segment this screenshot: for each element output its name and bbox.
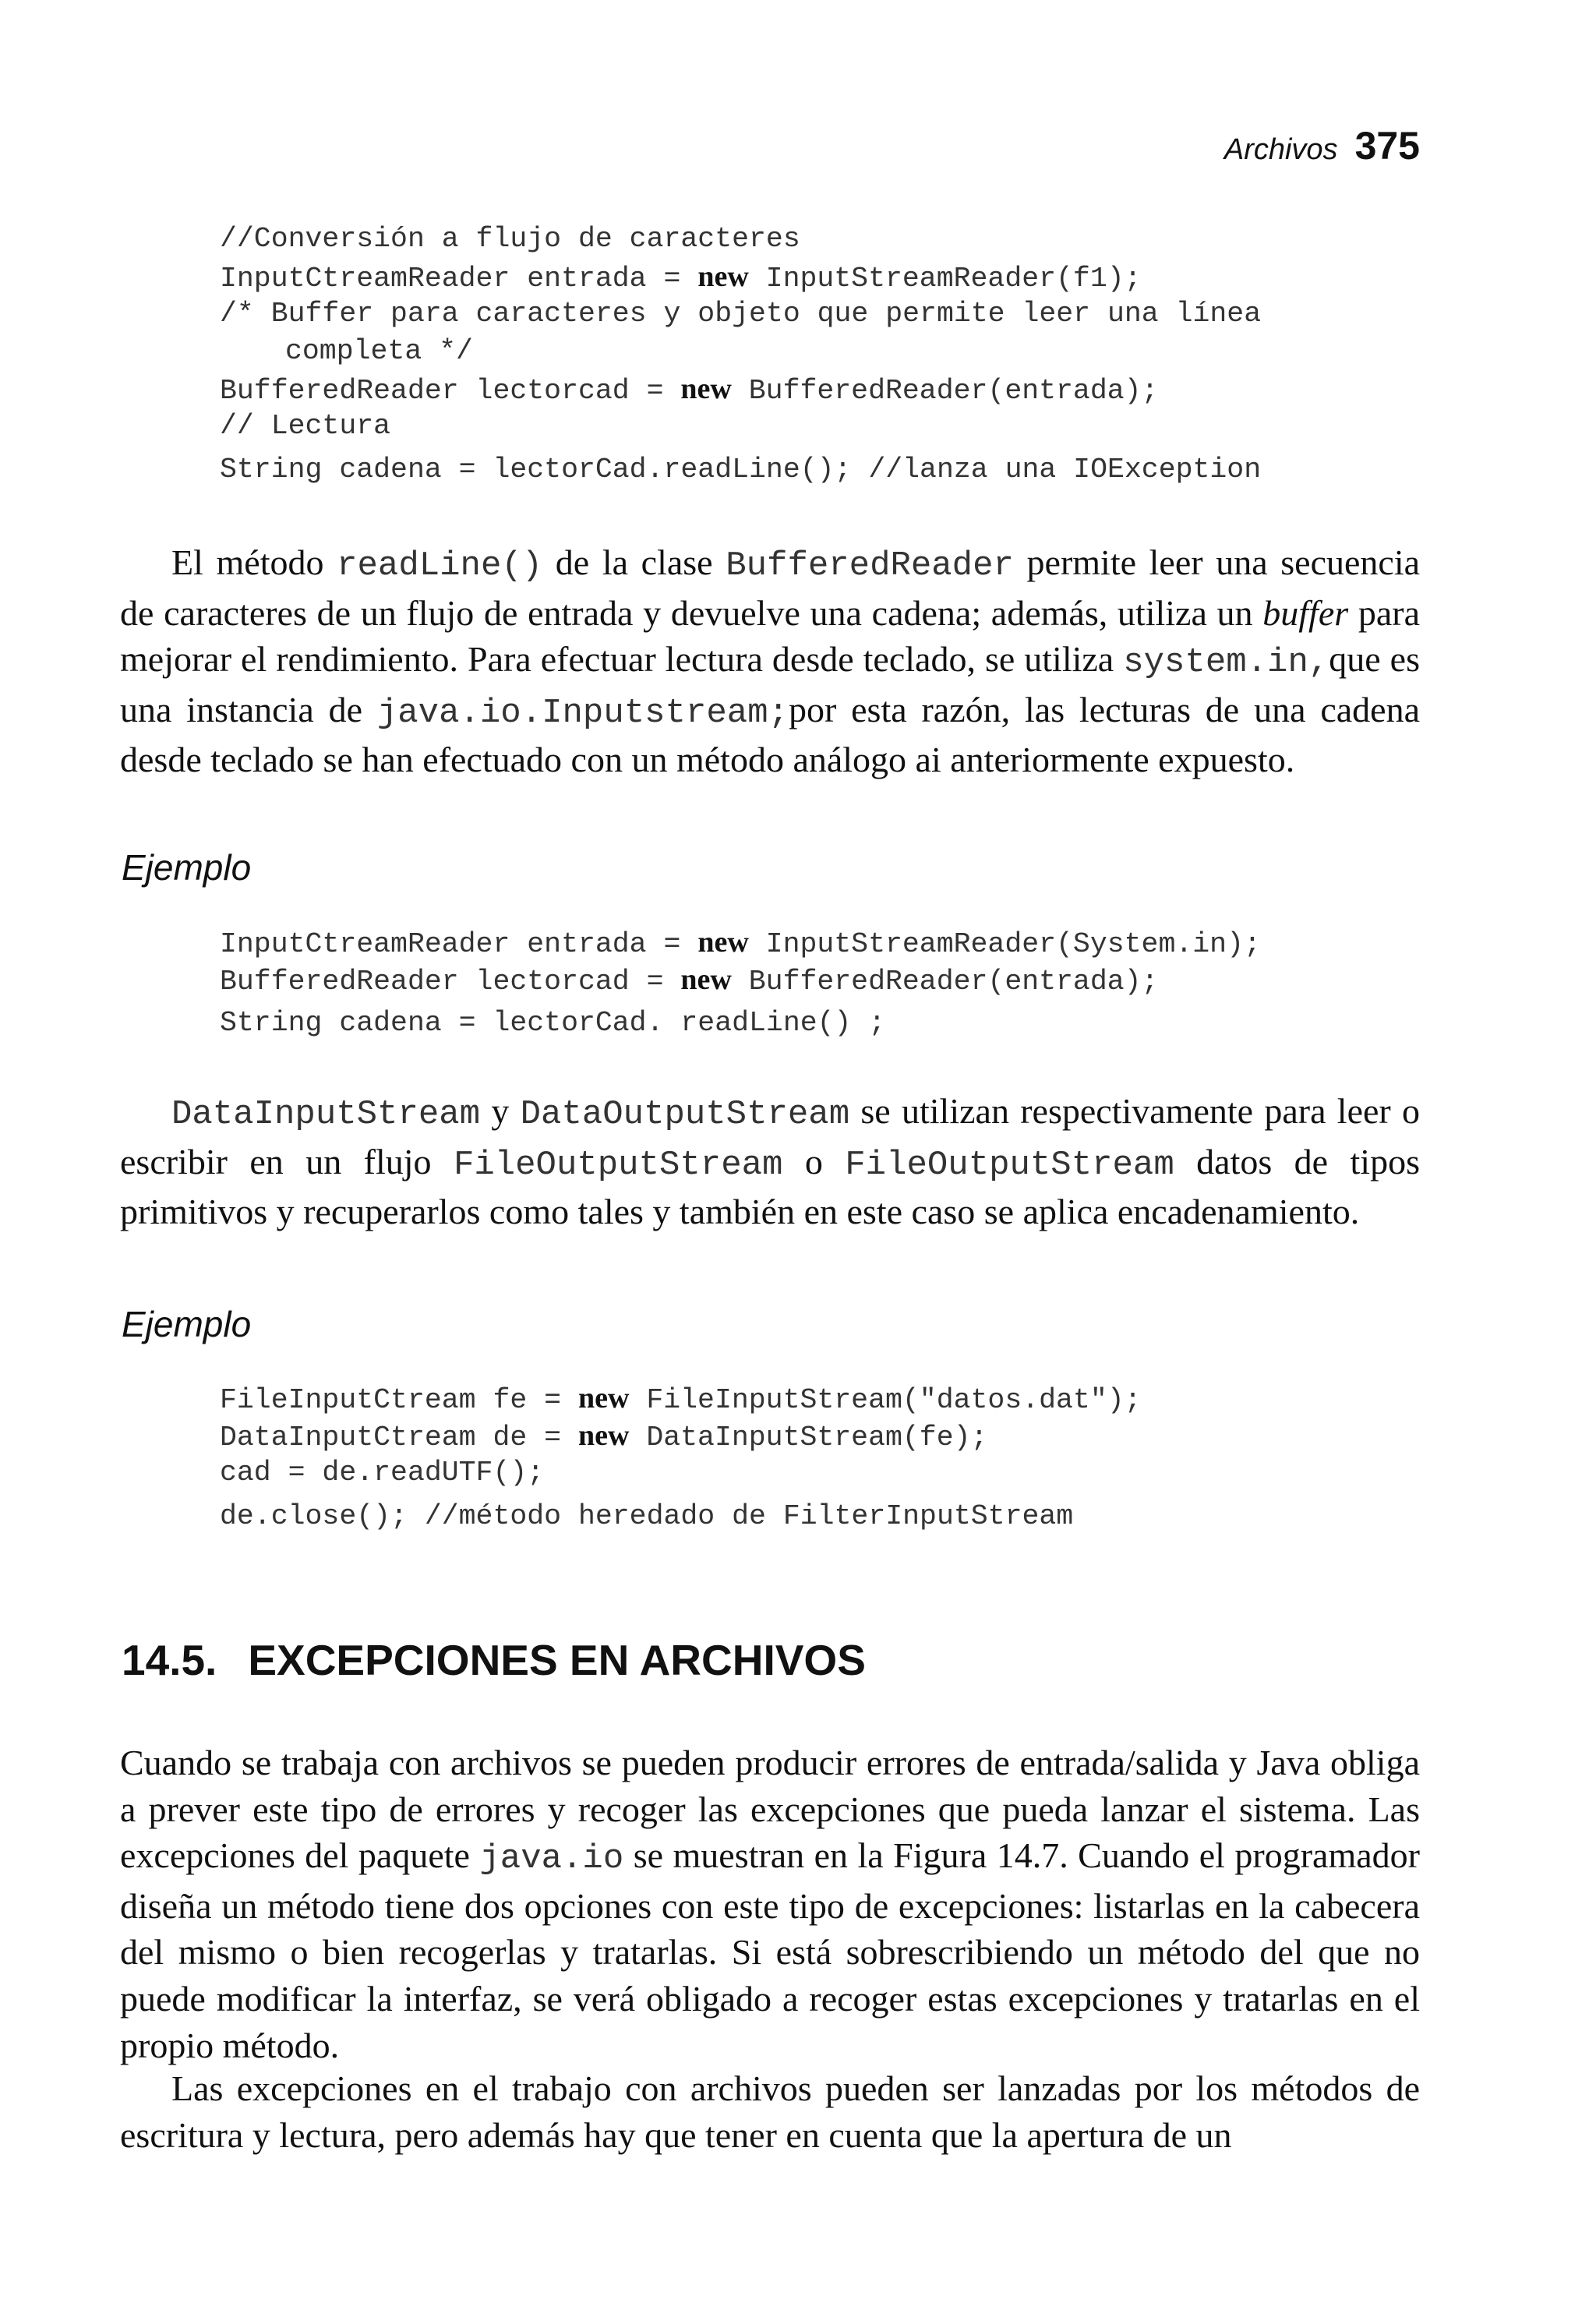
inline-code: BufferedReader <box>726 546 1014 585</box>
section-title: EXCEPCIONES EN ARCHIVOS <box>248 1636 866 1684</box>
code-keyword: new <box>697 926 749 959</box>
inline-code: FileOutputStream <box>453 1145 783 1185</box>
code-line: de.close(); //método heredado de FilterInputStream <box>220 1500 1074 1532</box>
code-keyword: new <box>577 1382 630 1415</box>
code-line: BufferedReader lectorcad = new BufferedReader(entrada); <box>220 373 1159 407</box>
code-keyword: new <box>577 1419 630 1452</box>
paragraph-readline: El método readLine() de la clase BufferedReader permite leer una secuencia de caracteres de un flujo de entrada y devuelve una cadena; además, utiliza un buffer para mejorar el rendimiento. Para efectuar lectura desde teclado, se utiliza system.in,que es una instancia de java.io.Inputstream;por esta razón, las lecturas de una cadena desde teclado se han efectuado con un método análogo ai anteriormente expuesto. <box>120 542 1421 780</box>
code-line: completa */ <box>285 335 473 367</box>
code-block-example-1 <box>220 924 1261 1042</box>
inline-code: java.io <box>479 1839 624 1879</box>
code-keyword: new <box>680 963 732 996</box>
code-line: //Conversión a flujo de caracteres <box>220 223 800 255</box>
code-line: BufferedReader lectorcad = new BufferedReader(entrada); <box>220 963 1159 998</box>
inline-code: java.io.Inputstream; <box>376 693 789 733</box>
page-number: 375 <box>1354 124 1420 168</box>
code-line: /* Buffer para caracteres y objeto que permite leer una línea <box>220 298 1262 330</box>
inline-code: DataInputStream <box>171 1095 481 1134</box>
code-block-example-2 <box>220 1379 1142 1535</box>
section-heading <box>122 1635 866 1685</box>
code-keyword: new <box>697 260 749 293</box>
running-header-section: Archivos <box>1223 133 1338 166</box>
paragraph-exceptions: Cuando se trabaja con archivos se pueden producir errores de entrada/salida y Java obliga a prever este tipo de errores y recoger las excepciones que pueda lanzar el sistema. Las excepciones del paquete java.io se muestran en la Figura 14.7. Cuando el programador diseña un método tiene dos opciones con este tipo de excepciones: listarlas en la cabecera del mismo o bien recogerlas y tratarlas. Si está sobrescribiendo un método del que no puede modificar la interfaz, se verá obligado a recoger estas excepciones y tratarlas en el propio método. <box>120 1743 1420 2065</box>
code-line: FileInputCtream fe = new FileInputStream("datos.dat"); <box>220 1382 1142 1416</box>
inline-code: readLine() <box>337 546 543 585</box>
inline-code: FileOutputStream <box>845 1145 1174 1185</box>
code-line: InputCtreamReader entrada = new InputStreamReader(f1); <box>220 260 1142 295</box>
code-line: cad = de.readUTF(); <box>220 1457 545 1489</box>
running-header <box>1224 123 1420 168</box>
example-label: Ejemplo <box>122 847 252 888</box>
code-line: String cadena = lectorCad.readLine(); //lanza una IOException <box>220 454 1262 486</box>
inline-code: system.in, <box>1123 643 1329 683</box>
code-line: // Lectura <box>220 410 391 442</box>
paragraph-datastreams: DataInputStream y DataOutputStream se utilizan respectivamente para leer o escribir en un flujo FileOutputStream o FileOutputStream datos de tipos primitivos y recuperarlos como tales y también en este caso se aplica encadenamiento. <box>120 1091 1420 1232</box>
code-keyword: new <box>680 373 732 405</box>
emphasis: buffer <box>1262 592 1349 633</box>
code-line: InputCtreamReader entrada = new InputStreamReader(System.in); <box>220 926 1261 960</box>
paragraph-exceptions-methods: Las excepciones en el trabajo con archivos pueden ser lanzadas por los métodos de escritura y lectura, pero además hay que tener en cuenta que la apertura de un <box>120 2068 1420 2155</box>
code-block-reader <box>220 221 1261 489</box>
inline-code: DataOutputStream <box>520 1095 850 1134</box>
code-line: String cadena = lectorCad. readLine() ; <box>220 1007 886 1039</box>
example-label: Ejemplo <box>122 1304 252 1344</box>
section-number: 14.5. <box>122 1636 217 1684</box>
code-line: DataInputCtream de = new DataInputStream(fe); <box>220 1419 988 1454</box>
